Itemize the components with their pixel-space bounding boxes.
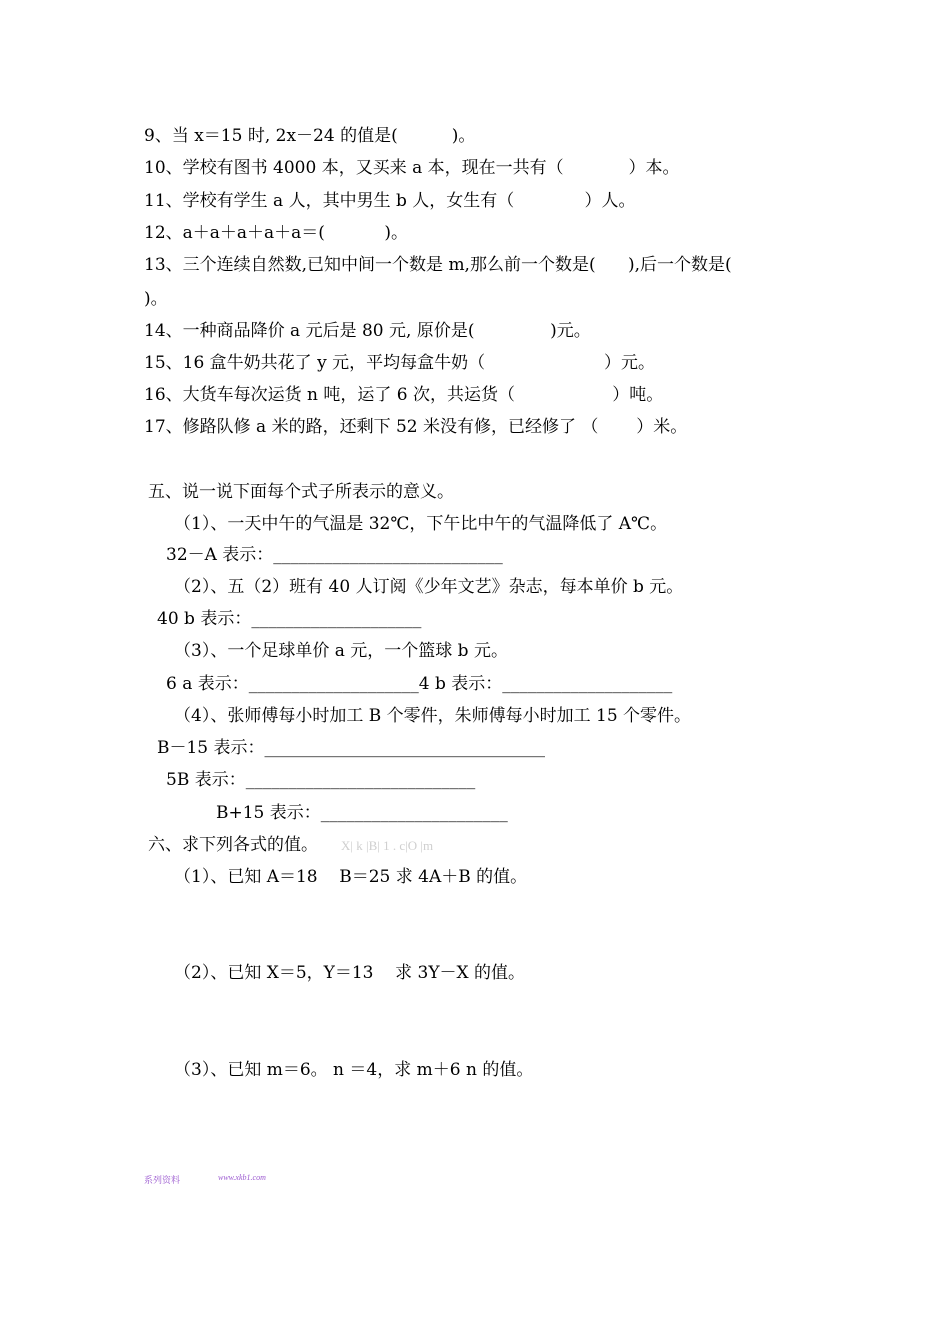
- item-5-4-answer-b: 5B 表示：___________________________: [166, 770, 476, 790]
- section-6-title: 六、求下列各式的值。: [148, 835, 318, 855]
- footer-site: www.xkb1.com: [218, 1173, 266, 1182]
- question-10: 10、学校有图书 4000 本，又买来 a 本，现在一共有（ ）本。: [144, 158, 680, 178]
- item-5-3: （3）、一个足球单价 a 元，一个篮球 b 元。: [174, 641, 508, 661]
- item-5-4: （4）、张师傅每小时加工 B 个零件，朱师傅每小时加工 15 个零件。: [174, 706, 692, 726]
- question-12: 12、a＋a＋a＋a＋a＝( )。: [144, 223, 409, 243]
- item-5-3-answer: 6 a 表示：____________________4 b 表示：____________________: [166, 674, 673, 694]
- item-5-1-answer: 32－A 表示：___________________________: [166, 545, 503, 565]
- item-6-1: （1）、已知 A＝18 B＝25 求 4A＋B 的值。: [174, 867, 528, 887]
- question-15: 15、16 盒牛奶共花了 y 元，平均每盒牛奶（ ）元。: [144, 353, 655, 373]
- item-5-1: （1）、一天中午的气温是 32℃，下午比中午的气温降低了 A℃。: [174, 514, 668, 534]
- item-6-3: （3）、已知 m＝6。 n ＝4，求 m＋6 n 的值。: [174, 1060, 534, 1080]
- item-5-2-answer: 40 b 表示：____________________: [157, 609, 422, 629]
- question-11: 11、学校有学生 a 人，其中男生 b 人，女生有（ ）人。: [144, 191, 636, 211]
- inline-watermark: X| k |B| 1 . c|O |m: [341, 838, 434, 853]
- item-5-4-answer-a: B－15 表示：_________________________________: [157, 738, 546, 758]
- question-14: 14、一种商品降价 a 元后是 80 元, 原价是( )元。: [144, 321, 591, 341]
- question-13: 13、三个连续自然数,已知中间一个数是 m,那么前一个数是( ),后一个数是(: [144, 255, 732, 275]
- footer-label: 系列资料: [144, 1176, 181, 1186]
- question-13-continued: )。: [144, 289, 168, 309]
- section-5-title: 五、说一说下面每个式子所表示的意义。: [148, 482, 454, 502]
- item-5-2: （2）、五（2）班有 40 人订阅《少年文艺》杂志，每本单价 b 元。: [174, 577, 684, 597]
- item-6-2: （2）、已知 X＝5，Y＝13 求 3Y－X 的值。: [174, 963, 526, 983]
- question-9: 9、当 x＝15 时, 2x－24 的值是( )。: [144, 126, 476, 146]
- question-16: 16、大货车每次运货 n 吨，运了 6 次，共运货（ ）吨。: [144, 385, 664, 405]
- question-17: 17、修路队修 a 米的路，还剩下 52 米没有修，已经修了 （ ）米。: [144, 417, 688, 437]
- item-5-4-answer-c: B+15 表示：______________________: [216, 803, 508, 823]
